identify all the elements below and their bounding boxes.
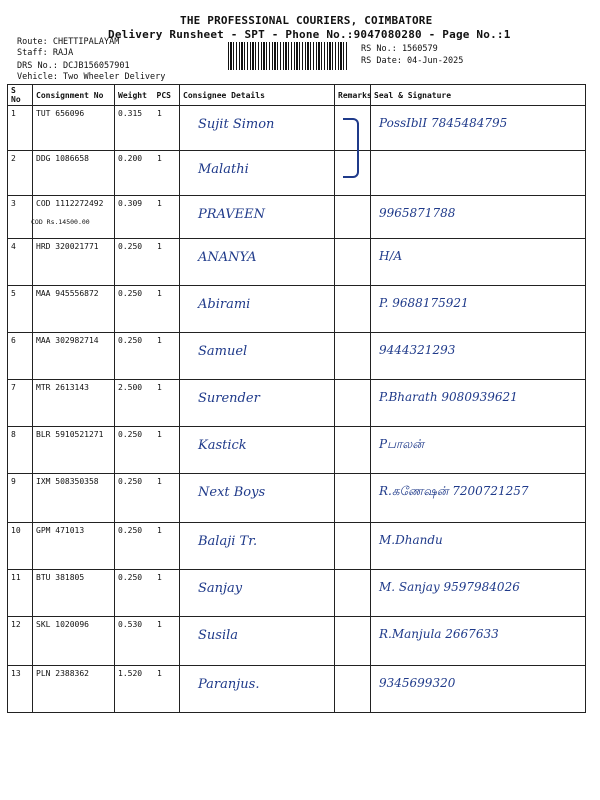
row-consignment: BLR 5910521271 (33, 427, 115, 474)
row-weight: 0.200 1 (115, 151, 180, 196)
row-consignee (180, 380, 335, 427)
table-row (8, 286, 586, 333)
row-weight: 0.250 1 (115, 474, 180, 523)
row-consignee (180, 617, 335, 666)
row-consignment: TUT 656096 (33, 106, 115, 151)
row-consignment: BTU 381805 (33, 570, 115, 617)
signature-handwriting: M. Sanjay 9597984026 (379, 580, 520, 594)
col-remarks: Remarks (335, 85, 371, 106)
col-consignment: Consignment No (33, 85, 115, 106)
row-seal-signature (371, 380, 586, 427)
row-sno: 9 (8, 474, 33, 523)
table-row (8, 151, 586, 196)
row-consignee (180, 474, 335, 523)
row-weight: 0.250 1 (115, 570, 180, 617)
table-row (8, 333, 586, 380)
row-seal-signature (371, 617, 586, 666)
consignee-handwriting: Susila (198, 628, 239, 643)
row-consignee (180, 666, 335, 713)
consignee-handwriting: Abirami (198, 297, 251, 312)
staff-label: Staff: RAJA (17, 48, 74, 58)
row-sno: 7 (8, 380, 33, 427)
row-remarks (335, 286, 371, 333)
row-weight: 0.309 1 (115, 196, 180, 239)
signature-handwriting: 9965871788 (379, 206, 456, 220)
row-consignee (180, 196, 335, 239)
table-row (8, 106, 586, 151)
row-pcs: 1 (157, 336, 162, 345)
row-consignment: IXM 508350358 (33, 474, 115, 523)
col-weight-pcs: Weight PCS (115, 85, 180, 106)
row-sno: 4 (8, 239, 33, 286)
table-row (8, 570, 586, 617)
row-weight: 0.250 1 (115, 523, 180, 570)
row-pcs: 1 (157, 154, 162, 163)
row-sno: 10 (8, 523, 33, 570)
row-remarks (335, 196, 371, 239)
signature-handwriting: PossIblI 7845484795 (379, 116, 508, 130)
row-pcs: 1 (157, 242, 162, 251)
row-seal-signature (371, 523, 586, 570)
row-consignment: MTR 2613143 (33, 380, 115, 427)
row-sno: 2 (8, 151, 33, 196)
row-remarks (335, 239, 371, 286)
table-row (8, 666, 586, 713)
table-row (8, 617, 586, 666)
signature-handwriting: 9444321293 (379, 343, 456, 357)
row-remarks (335, 427, 371, 474)
consignee-handwriting: Kastick (198, 438, 247, 453)
signature-handwriting: P. 9688175921 (379, 296, 469, 310)
signature-handwriting: Pபாலன் (379, 437, 424, 451)
row-consignment: COD 1112272492 COD Rs.14500.00 (33, 196, 115, 239)
barcode-icon (228, 42, 348, 70)
row-consignee (180, 570, 335, 617)
row-seal-signature (371, 570, 586, 617)
row-consignment: GPM 471013 (33, 523, 115, 570)
row-weight: 0.250 1 (115, 427, 180, 474)
signature-handwriting: R.Manjula 2667633 (379, 627, 499, 641)
consignee-handwriting: Malathi (198, 162, 249, 177)
table-row (8, 196, 586, 239)
row-seal-signature (371, 239, 586, 286)
row-sno: 12 (8, 617, 33, 666)
row-pcs: 1 (157, 573, 162, 582)
table-row (8, 474, 586, 523)
row-seal-signature (371, 474, 586, 523)
row-consignment: MAA 302982714 (33, 333, 115, 380)
rs-date: RS Date: 04-Jun-2025 (361, 56, 464, 66)
document-title: THE PROFESSIONAL COURIERS, COIMBATORE (180, 14, 433, 27)
signature-handwriting: H/A (379, 249, 403, 263)
row-remarks (335, 380, 371, 427)
consignee-handwriting: Sujit Simon (198, 117, 275, 132)
signature-handwriting: P.Bharath 9080939621 (379, 390, 518, 404)
row-consignee (180, 523, 335, 570)
row-remarks (335, 333, 371, 380)
row-consignee (180, 151, 335, 196)
row-consignment: PLN 2388362 (33, 666, 115, 713)
row-remarks (335, 570, 371, 617)
consignee-handwriting: ANANYA (198, 250, 257, 265)
row-seal-signature (371, 333, 586, 380)
consignee-handwriting: Paranjus. (198, 677, 260, 692)
row-pcs: 1 (157, 199, 162, 208)
consignee-handwriting: Samuel (198, 344, 248, 359)
row-consignee (180, 106, 335, 151)
row-pcs: 1 (157, 109, 162, 118)
row-seal-signature (371, 286, 586, 333)
row-weight: 0.315 1 (115, 106, 180, 151)
table-row (8, 427, 586, 474)
col-sno: S No (8, 85, 33, 106)
vehicle-label: Vehicle: Two Wheeler Delivery (17, 72, 166, 82)
row-remarks (335, 666, 371, 713)
row-weight: 1.520 1 (115, 666, 180, 713)
drs-number: DRS No.: DCJB156057901 (17, 61, 130, 71)
row-consignee (180, 239, 335, 286)
row-pcs: 1 (157, 289, 162, 298)
consignee-handwriting: Balaji Tr. (198, 534, 258, 549)
row-weight: 2.500 1 (115, 380, 180, 427)
row-pcs: 1 (157, 430, 162, 439)
table-header-row (8, 85, 586, 106)
row-sno: 13 (8, 666, 33, 713)
row-remarks (335, 617, 371, 666)
consignee-handwriting: Surender (198, 391, 260, 406)
consignee-handwriting: Next Boys (198, 485, 266, 500)
table-row (8, 523, 586, 570)
row-remarks (335, 523, 371, 570)
row-sno: 1 (8, 106, 33, 151)
row-weight: 0.250 1 (115, 239, 180, 286)
row-weight: 0.250 1 (115, 286, 180, 333)
col-consignee: Consignee Details (180, 85, 335, 106)
row-seal-signature (371, 427, 586, 474)
remarks-bracket (343, 118, 359, 178)
consignee-handwriting: PRAVEEN (198, 207, 266, 222)
col-seal: Seal & Signature (371, 85, 586, 106)
signature-handwriting: R.கணேஷன் 7200721257 (379, 484, 529, 498)
row-consignment: SKL 1020096 (33, 617, 115, 666)
row-seal-signature (371, 666, 586, 713)
row-pcs: 1 (157, 477, 162, 486)
table-row (8, 239, 586, 286)
row-sno: 5 (8, 286, 33, 333)
row-consignee (180, 286, 335, 333)
row-pcs: 1 (157, 620, 162, 629)
row-weight: 0.250 1 (115, 333, 180, 380)
row-consignment: HRD 320021771 (33, 239, 115, 286)
row-remarks (335, 474, 371, 523)
row-pcs: 1 (157, 669, 162, 678)
table-row (8, 380, 586, 427)
row-seal-signature (371, 106, 586, 151)
row-weight: 0.530 1 (115, 617, 180, 666)
signature-handwriting: 9345699320 (379, 676, 456, 690)
row-consignee (180, 333, 335, 380)
route-label: Route: CHETTIPALAYAM (17, 37, 120, 47)
rs-number: RS No.: 1560579 (361, 44, 438, 54)
signature-handwriting: M.Dhandu (379, 533, 443, 547)
row-pcs: 1 (157, 526, 162, 535)
row-consignee (180, 427, 335, 474)
row-sno: 11 (8, 570, 33, 617)
row-seal-signature (371, 196, 586, 239)
row-seal-signature (371, 151, 586, 196)
row-sno: 3 (8, 196, 33, 239)
runsheet-table (7, 84, 586, 713)
row-sno: 8 (8, 427, 33, 474)
row-sno: 6 (8, 333, 33, 380)
row-pcs: 1 (157, 383, 162, 392)
cod-amount: COD Rs.14500.00 (31, 218, 90, 226)
row-consignment: DDG 1086658 (33, 151, 115, 196)
consignee-handwriting: Sanjay (198, 581, 243, 596)
row-consignment: MAA 945556872 (33, 286, 115, 333)
document-subtitle: Delivery Runsheet - SPT - Phone No.:9047080280 - Page No.:1 (108, 28, 511, 41)
